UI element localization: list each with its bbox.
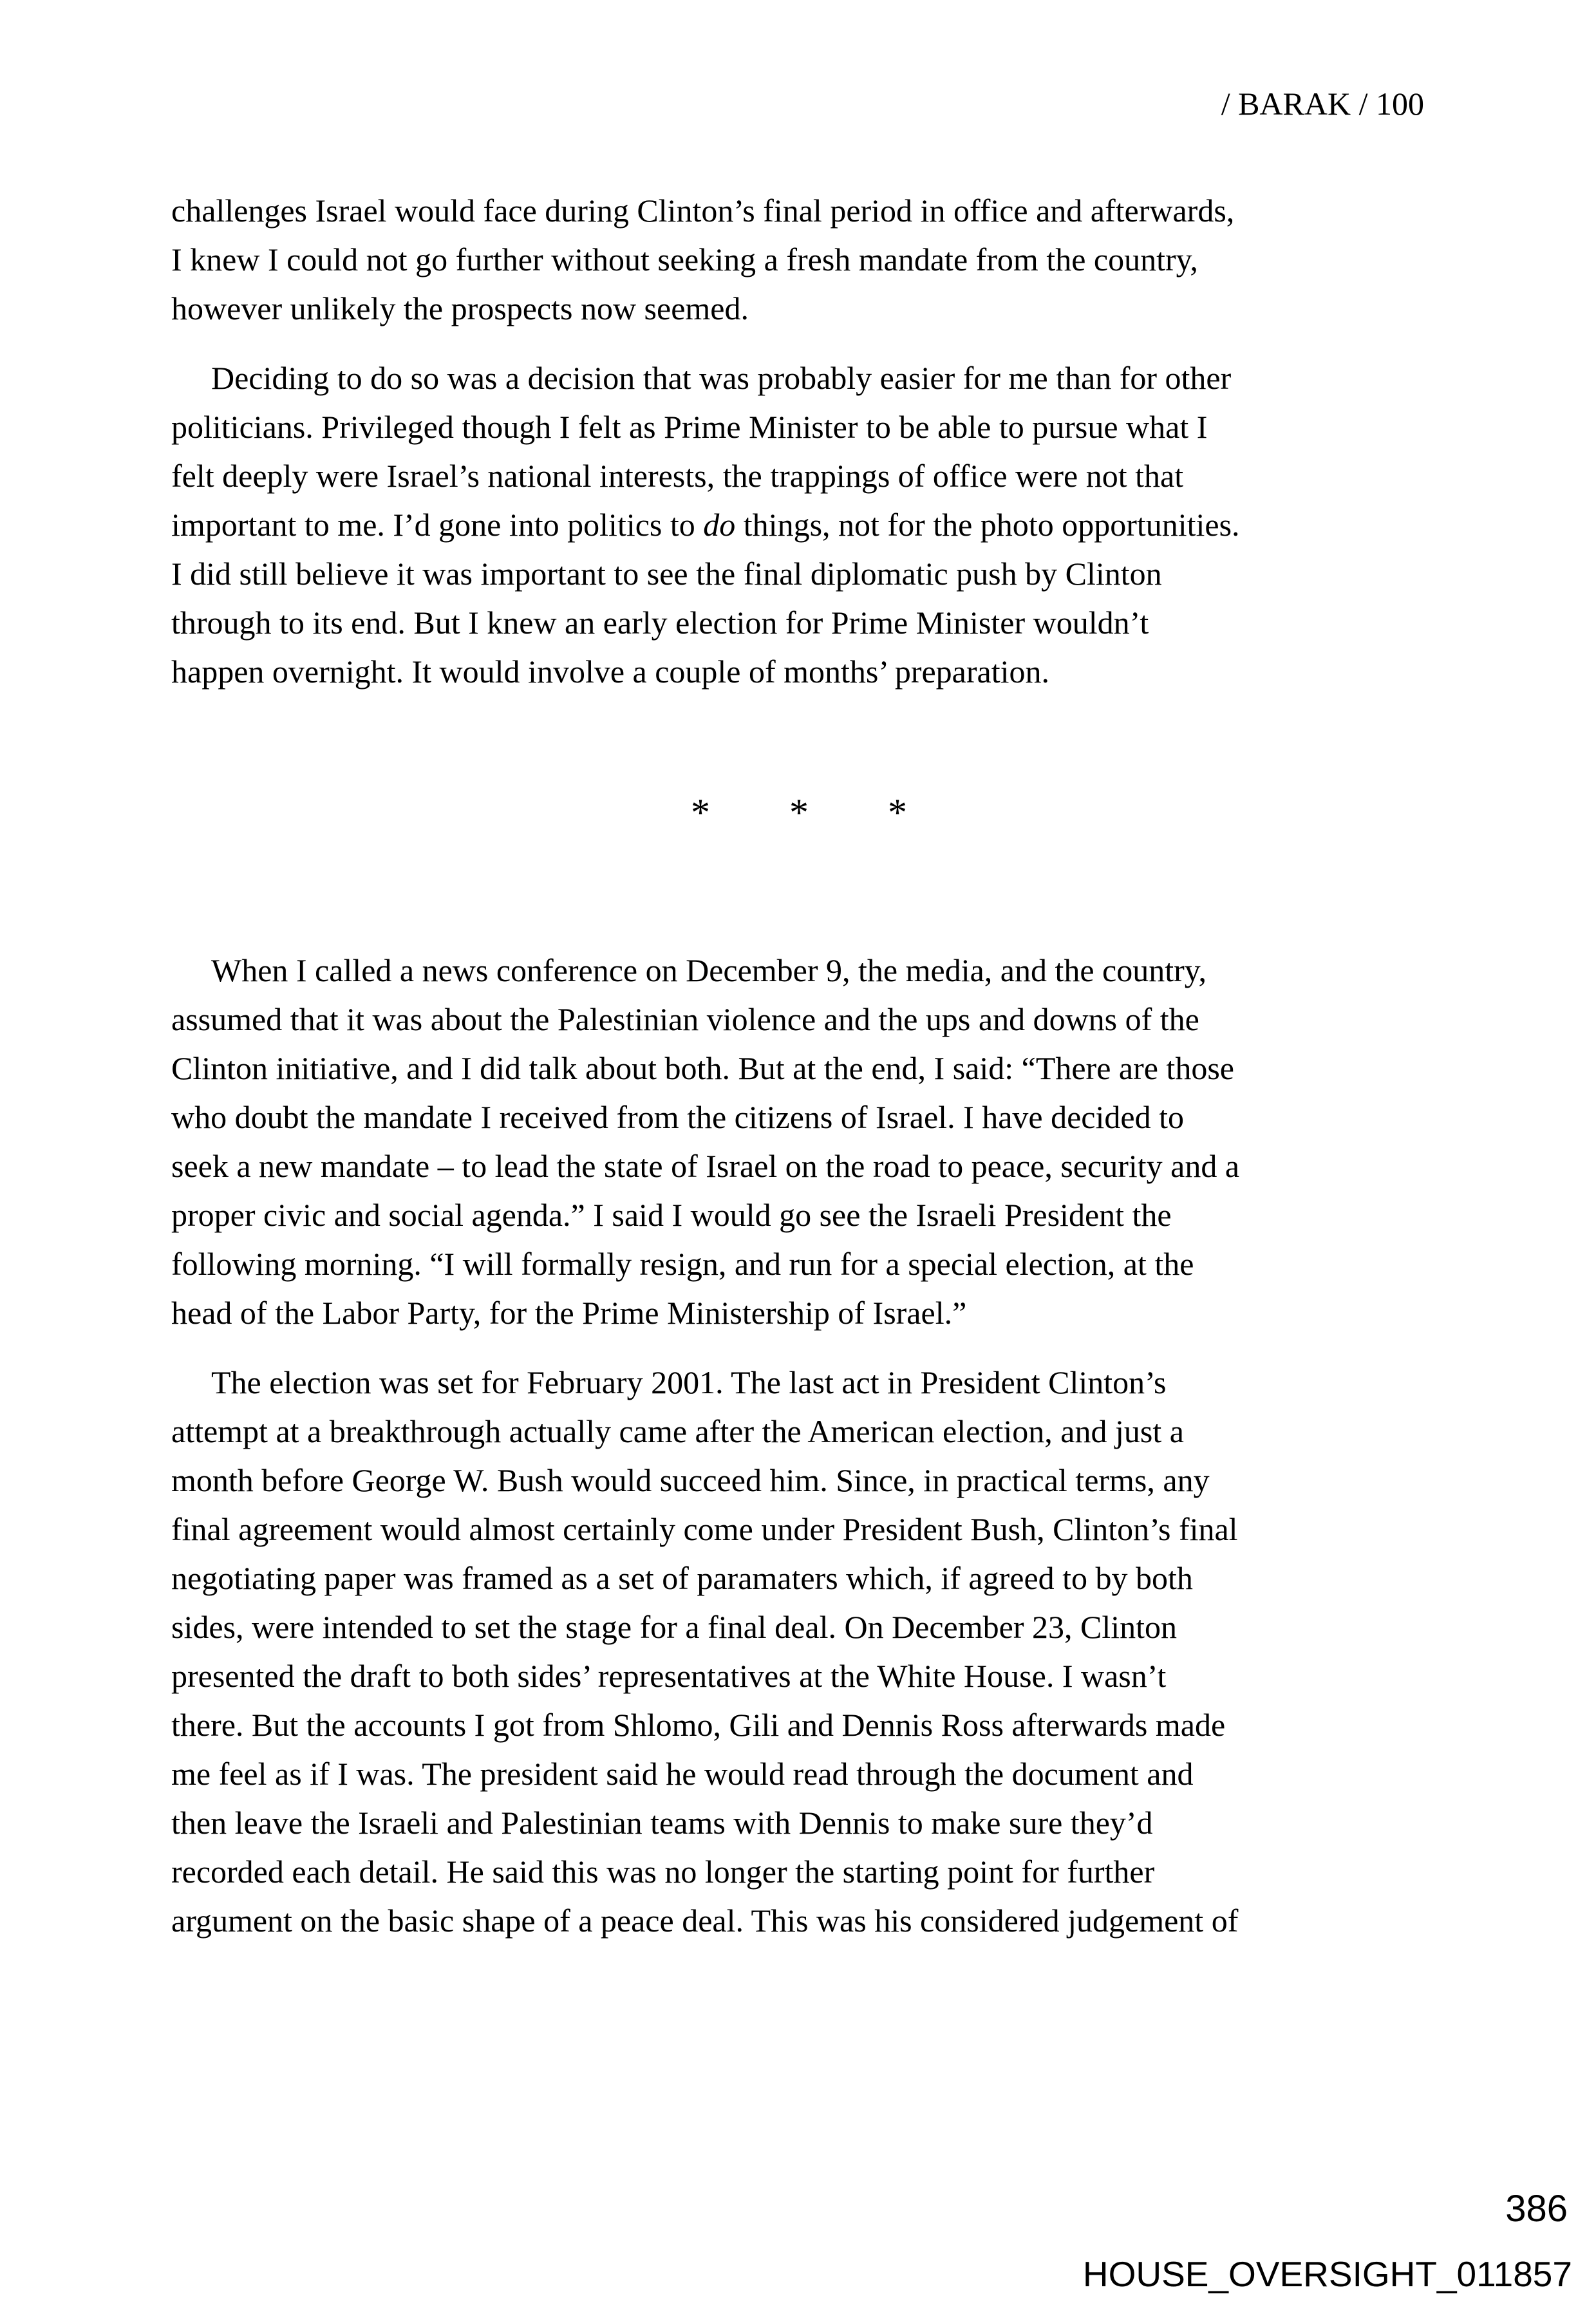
text-line: sides, were intended to set the stage for a final deal. On December 23, Clinton [171, 1609, 1178, 1645]
text-line: there. But the accounts I got from Shlomo, Gili and Dennis Ross afterwards made [171, 1707, 1226, 1743]
text-segment: important to me. I’d gone into politics to [171, 507, 704, 543]
text-line: politicians. Privileged though I felt as Prime Minister to be able to pursue what I [171, 409, 1208, 445]
text-line: proper civic and social agenda.” I said I would go see the Israeli President the [171, 1197, 1172, 1233]
text-line: negotiating paper was framed as a set of paramaters which, if agreed to by both [171, 1560, 1193, 1596]
page-body [171, 186, 1427, 1945]
paragraph [171, 1358, 1427, 1945]
text-line: Deciding to do so was a decision that was probably easier for me than for other [211, 360, 1232, 396]
text-segment: things, not for the photo opportunities. [735, 507, 1240, 543]
section-separator [171, 788, 1427, 837]
text-line: argument on the basic shape of a peace deal. This was his considered judgement of [171, 1903, 1239, 1939]
text-line: month before George W. Bush would succeed him. Since, in practical terms, any [171, 1462, 1210, 1498]
asterisk: * [789, 791, 809, 834]
text-line: Clinton initiative, and I did talk about both. But at the end, I said: “There are those [171, 1050, 1234, 1086]
text-line: felt deeply were Israel’s national interests, the trappings of office were not that [171, 458, 1184, 494]
asterisk: * [888, 791, 907, 834]
bates-stamp: HOUSE_OVERSIGHT_011857 [1082, 2254, 1572, 2294]
text-line: head of the Labor Party, for the Prime Ministership of Israel.” [171, 1295, 967, 1331]
text-line: then leave the Israeli and Palestinian teams with Dennis to make sure they’d [171, 1805, 1153, 1841]
text-line [171, 500, 1427, 549]
text-line: who doubt the mandate I received from the citizens of Israel. I have decided to [171, 1099, 1184, 1135]
paragraph [171, 946, 1427, 1337]
text-line: I did still believe it was important to see the final diplomatic push by Clinton [171, 556, 1162, 592]
italic-text: do [703, 507, 736, 543]
text-line: assumed that it was about the Palestinian violence and the ups and downs of the [171, 1001, 1199, 1037]
page-number: 386 [1505, 2188, 1568, 2230]
asterisk: * [691, 791, 710, 834]
paragraph [171, 186, 1427, 333]
text-line: presented the draft to both sides’ representatives at the White House. I wasn’t [171, 1658, 1167, 1694]
text-line: recorded each detail. He said this was no longer the starting point for further [171, 1854, 1155, 1890]
text-line: When I called a news conference on December 9, the media, and the country, [211, 952, 1207, 988]
text-line: however unlikely the prospects now seemed. [171, 290, 749, 326]
text-line: final agreement would almost certainly come under President Bush, Clinton’s final [171, 1511, 1238, 1547]
text-line: happen overnight. It would involve a couple of months’ preparation. [171, 653, 1049, 690]
text-line: I knew I could not go further without seeking a fresh mandate from the country, [171, 241, 1198, 277]
text-line: me feel as if I was. The president said he would read through the document and [171, 1756, 1194, 1792]
text-line: seek a new mandate – to lead the state of Israel on the road to peace, security and a [171, 1148, 1240, 1184]
text-line: The election was set for February 2001. The last act in President Clinton’s [211, 1364, 1167, 1400]
text-line: following morning. “I will formally resign, and run for a special election, at the [171, 1246, 1194, 1282]
running-head: / BARAK / 100 [1221, 86, 1424, 122]
text-line: attempt at a breakthrough actually came after the American election, and just a [171, 1413, 1184, 1449]
text-line: through to its end. But I knew an early election for Prime Minister wouldn’t [171, 605, 1149, 641]
paragraph [171, 353, 1427, 696]
text-line: challenges Israel would face during Clinton’s final period in office and afterwards, [171, 193, 1235, 229]
